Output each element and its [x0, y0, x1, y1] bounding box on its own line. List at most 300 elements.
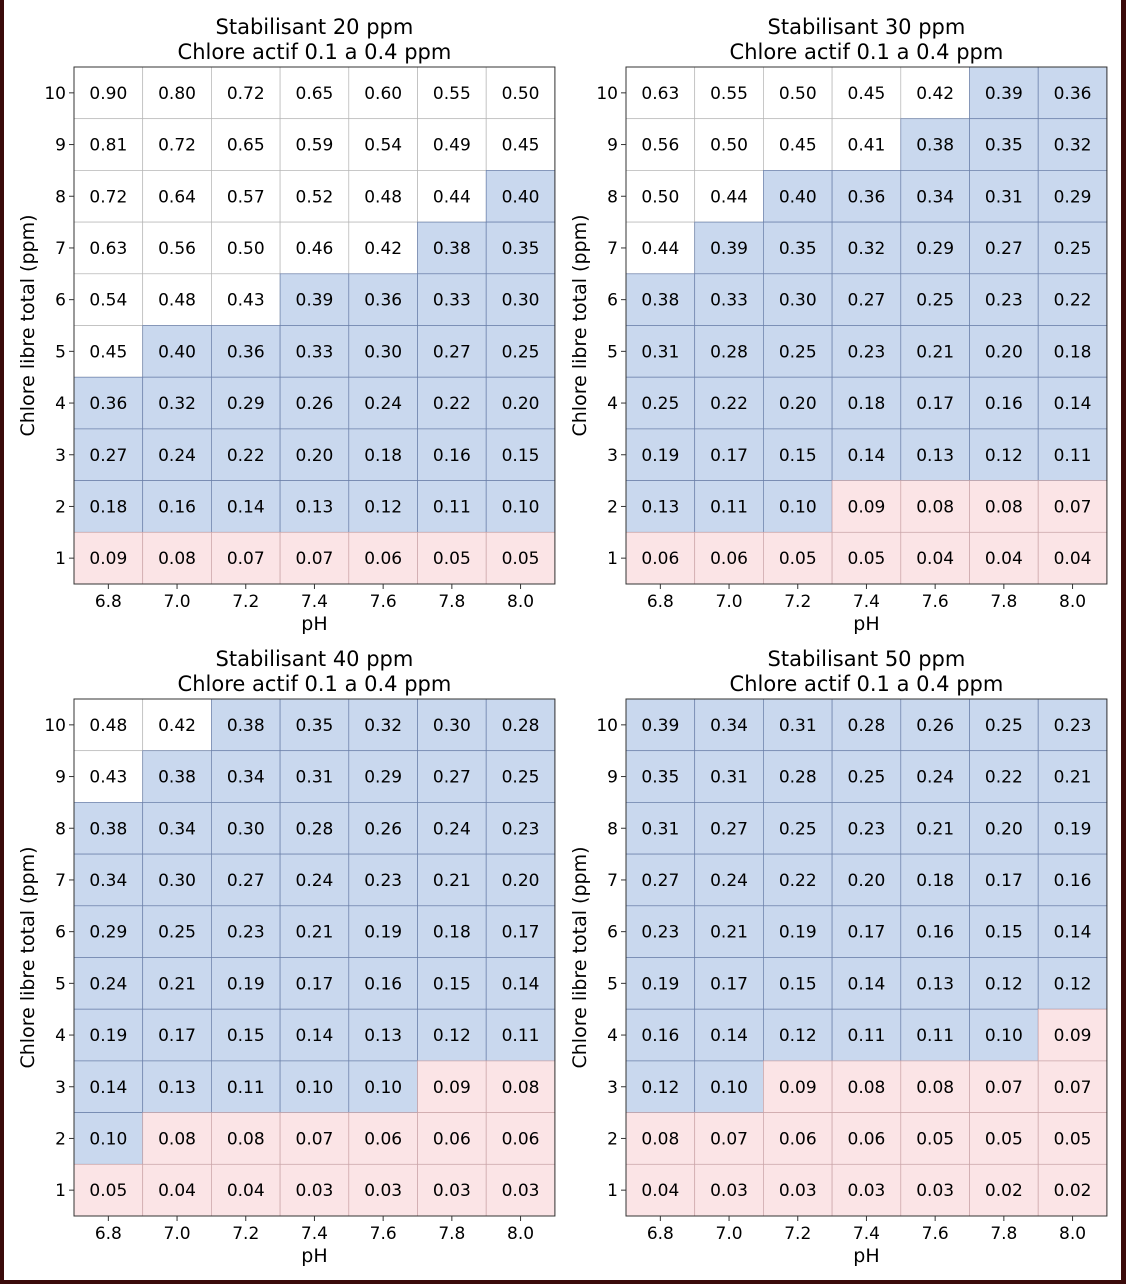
cell-value-label: 0.05	[778, 549, 817, 570]
cell-value-label: 0.23	[226, 922, 265, 943]
cell-value-label: 0.28	[710, 342, 748, 363]
cell-value-label: 0.38	[89, 819, 128, 840]
cell-value-label: 0.15	[226, 1026, 265, 1047]
cell-value-label: 0.28	[501, 715, 540, 736]
cell-value-label: 0.23	[364, 870, 403, 891]
cell-value-label: 0.45	[89, 342, 128, 363]
x-tick-label: 8.0	[1059, 592, 1087, 612]
cell-value-label: 0.29	[1053, 187, 1092, 208]
cell-value-label: 0.18	[1053, 342, 1092, 363]
cell-value-label: 0.07	[1053, 1077, 1092, 1098]
cell-value-label: 0.65	[295, 83, 334, 104]
cell-value-label: 0.04	[984, 549, 1023, 570]
cell-value-label: 0.14	[89, 1077, 128, 1098]
cell-value-label: 0.22	[1053, 290, 1092, 311]
cell-value-label: 0.17	[295, 974, 334, 995]
cell-value-label: 0.43	[226, 290, 265, 311]
cell-value-label: 0.44	[710, 187, 748, 208]
cell-value-label: 0.29	[226, 394, 265, 415]
cell-value-label: 0.55	[432, 83, 471, 104]
cell-value-label: 0.31	[984, 187, 1023, 208]
x-axis-label: pH	[301, 613, 328, 635]
cell-value-label: 0.30	[432, 715, 471, 736]
cell-value-label: 0.06	[364, 1129, 403, 1150]
x-tick-label: 7.0	[163, 1224, 191, 1244]
cell-value-label: 0.25	[778, 819, 817, 840]
cell-value-label: 0.09	[1053, 1026, 1092, 1047]
cell-value-label: 0.05	[501, 549, 540, 570]
cell-value-label: 0.30	[226, 819, 265, 840]
cell-value-label: 0.10	[295, 1077, 334, 1098]
cell-value-label: 0.39	[710, 238, 748, 259]
cell-value-label: 0.23	[847, 342, 886, 363]
cell-value-label: 0.16	[158, 497, 196, 518]
cell-value-label: 0.05	[89, 1181, 128, 1202]
cell-value-label: 0.23	[984, 290, 1023, 311]
cell-value-label: 0.80	[158, 83, 196, 104]
x-tick-label: 7.6	[369, 1224, 397, 1244]
cell-value-label: 0.08	[158, 1129, 196, 1150]
cell-value-label: 0.16	[432, 445, 471, 466]
cell-value-label: 0.21	[1053, 767, 1092, 788]
cell-value-label: 0.21	[158, 974, 196, 995]
cell-value-label: 0.06	[710, 549, 748, 570]
cell-value-label: 0.06	[432, 1129, 471, 1150]
cell-value-label: 0.06	[847, 1129, 886, 1150]
cell-value-label: 0.05	[847, 549, 886, 570]
cell-value-label: 0.22	[432, 394, 471, 415]
cell-value-label: 0.18	[89, 497, 128, 518]
cell-value-label: 0.18	[364, 445, 403, 466]
cell-value-label: 0.14	[1053, 394, 1092, 415]
heatmap-panel-3	[17, 647, 555, 1267]
cell-value-label: 0.50	[778, 83, 817, 104]
cell-value-label: 0.72	[226, 83, 265, 104]
cell-value-label: 0.17	[710, 974, 748, 995]
cell-value-label: 0.17	[984, 870, 1023, 891]
cell-value-label: 0.16	[641, 1026, 680, 1047]
cell-value-label: 0.17	[501, 922, 540, 943]
y-axis-label: Chlore libre total (ppm)	[569, 846, 591, 1069]
cell-value-label: 0.11	[226, 1077, 265, 1098]
y-tick-label: 3	[55, 1077, 66, 1098]
cell-value-label: 0.24	[916, 767, 955, 788]
cell-value-label: 0.25	[501, 767, 540, 788]
cell-value-label: 0.52	[295, 187, 334, 208]
cell-value-label: 0.28	[295, 819, 334, 840]
cell-value-label: 0.15	[778, 445, 817, 466]
cell-value-label: 0.45	[778, 135, 817, 156]
x-tick-label: 7.4	[300, 592, 328, 612]
cell-value-label: 0.19	[641, 974, 680, 995]
cell-value-label: 0.27	[432, 342, 471, 363]
y-tick-label: 8	[55, 819, 66, 840]
y-tick-label: 7	[607, 238, 618, 259]
cell-value-label: 0.17	[847, 922, 886, 943]
cell-value-label: 0.13	[364, 1026, 403, 1047]
cell-value-label: 0.14	[295, 1026, 334, 1047]
cell-value-label: 0.17	[158, 1026, 196, 1047]
cell-value-label: 0.08	[158, 549, 196, 570]
cell-value-label: 0.11	[432, 497, 471, 518]
cell-value-label: 0.31	[710, 767, 748, 788]
cell-value-label: 0.29	[89, 922, 128, 943]
cell-value-label: 0.35	[984, 135, 1023, 156]
chart-title: Stabilisant 20 ppm	[215, 15, 414, 39]
cell-value-label: 0.40	[501, 187, 540, 208]
cell-value-label: 0.18	[916, 870, 955, 891]
cell-value-label: 0.16	[364, 974, 403, 995]
y-tick-label: 5	[607, 974, 618, 995]
x-tick-label: 7.8	[438, 1224, 466, 1244]
cell-value-label: 0.20	[847, 870, 886, 891]
cell-value-label: 0.13	[158, 1077, 196, 1098]
cell-value-label: 0.45	[847, 83, 886, 104]
cell-value-label: 0.50	[226, 238, 265, 259]
y-tick-label: 2	[607, 1129, 618, 1150]
cell-value-label: 0.11	[1053, 445, 1092, 466]
chart-title: Stabilisant 40 ppm	[215, 647, 414, 671]
cell-value-label: 0.14	[710, 1026, 748, 1047]
y-tick-label: 4	[607, 394, 618, 415]
cell-value-label: 0.09	[778, 1077, 817, 1098]
cell-value-label: 0.24	[432, 819, 471, 840]
cell-value-label: 0.11	[916, 1026, 955, 1047]
chart-subtitle: Chlore actif 0.1 a 0.4 ppm	[729, 40, 1004, 64]
cell-value-label: 0.21	[295, 922, 334, 943]
cell-value-label: 0.32	[1053, 135, 1092, 156]
cell-value-label: 0.42	[916, 83, 955, 104]
cell-value-label: 0.05	[916, 1129, 955, 1150]
cell-value-label: 0.07	[710, 1129, 748, 1150]
cell-value-label: 0.14	[1053, 922, 1092, 943]
cell-value-label: 0.39	[641, 715, 680, 736]
x-tick-label: 7.8	[438, 592, 466, 612]
cell-value-label: 0.28	[778, 767, 817, 788]
cell-value-label: 0.20	[501, 870, 540, 891]
cell-value-label: 0.08	[847, 1077, 886, 1098]
cell-value-label: 0.15	[984, 922, 1023, 943]
chart-subtitle: Chlore actif 0.1 a 0.4 ppm	[177, 672, 452, 696]
cell-value-label: 0.14	[847, 445, 886, 466]
cell-value-label: 0.35	[501, 238, 540, 259]
cell-value-label: 0.20	[984, 819, 1023, 840]
y-tick-label: 5	[607, 342, 618, 363]
x-tick-label: 8.0	[1059, 1224, 1087, 1244]
cell-value-label: 0.35	[778, 238, 817, 259]
y-tick-label: 5	[55, 342, 66, 363]
cell-value-label: 0.72	[158, 135, 196, 156]
cell-value-label: 0.02	[984, 1181, 1023, 1202]
cell-value-label: 0.24	[89, 974, 128, 995]
cell-value-label: 0.05	[1053, 1129, 1092, 1150]
y-tick-label: 9	[607, 767, 618, 788]
x-tick-label: 7.0	[163, 592, 191, 612]
cell-value-label: 0.30	[158, 870, 196, 891]
cell-value-label: 0.23	[641, 922, 680, 943]
cell-value-label: 0.33	[295, 342, 334, 363]
x-tick-label: 7.4	[300, 1224, 328, 1244]
cell-value-label: 0.44	[432, 187, 471, 208]
cell-value-label: 0.36	[1053, 83, 1092, 104]
cell-value-label: 0.54	[89, 290, 128, 311]
cell-value-label: 0.22	[710, 394, 748, 415]
heatmap-panel-2	[569, 15, 1107, 635]
y-tick-label: 10	[596, 83, 618, 104]
cell-value-label: 0.34	[89, 870, 128, 891]
cell-value-label: 0.06	[364, 549, 403, 570]
cell-value-label: 0.11	[847, 1026, 886, 1047]
x-tick-label: 7.2	[232, 592, 260, 612]
cell-value-label: 0.07	[295, 549, 334, 570]
cell-value-label: 0.32	[158, 394, 196, 415]
cell-value-label: 0.29	[364, 767, 403, 788]
cell-value-label: 0.19	[641, 445, 680, 466]
cell-value-label: 0.15	[501, 445, 540, 466]
y-tick-label: 8	[607, 819, 618, 840]
cell-value-label: 0.26	[295, 394, 334, 415]
x-tick-label: 7.6	[921, 1224, 949, 1244]
cell-value-label: 0.18	[432, 922, 471, 943]
cell-value-label: 0.19	[778, 922, 817, 943]
cell-value-label: 0.27	[89, 445, 128, 466]
cell-value-label: 0.44	[641, 238, 680, 259]
cell-value-label: 0.12	[778, 1026, 817, 1047]
cell-value-label: 0.12	[432, 1026, 471, 1047]
y-tick-label: 8	[55, 187, 66, 208]
x-tick-label: 7.8	[990, 1224, 1018, 1244]
cell-value-label: 0.13	[641, 497, 680, 518]
cell-value-label: 0.18	[847, 394, 886, 415]
cell-value-label: 0.21	[432, 870, 471, 891]
cell-value-label: 0.08	[984, 497, 1023, 518]
cell-value-label: 0.25	[984, 715, 1023, 736]
x-tick-label: 6.8	[646, 1224, 674, 1244]
cell-value-label: 0.03	[501, 1181, 540, 1202]
cell-value-label: 0.20	[984, 342, 1023, 363]
cell-value-label: 0.08	[641, 1129, 680, 1150]
y-tick-label: 6	[55, 922, 66, 943]
cell-value-label: 0.08	[501, 1077, 540, 1098]
cell-value-label: 0.28	[847, 715, 886, 736]
cell-value-label: 0.24	[158, 445, 196, 466]
cell-value-label: 0.05	[432, 549, 471, 570]
cell-value-label: 0.09	[847, 497, 886, 518]
cell-value-label: 0.22	[778, 870, 817, 891]
y-axis-label: Chlore libre total (ppm)	[17, 846, 39, 1069]
cell-value-label: 0.33	[432, 290, 471, 311]
cell-value-label: 0.19	[226, 974, 265, 995]
cell-value-label: 0.55	[710, 83, 748, 104]
cell-value-label: 0.06	[778, 1129, 817, 1150]
cell-value-label: 0.38	[432, 238, 471, 259]
cell-value-label: 0.04	[158, 1181, 196, 1202]
cell-value-label: 0.36	[89, 394, 128, 415]
y-tick-label: 5	[55, 974, 66, 995]
x-tick-label: 7.0	[715, 592, 743, 612]
cell-value-label: 0.07	[1053, 497, 1092, 518]
cell-value-label: 0.27	[984, 238, 1023, 259]
cell-value-label: 0.07	[226, 549, 265, 570]
cell-value-label: 0.36	[364, 290, 403, 311]
x-tick-label: 7.2	[232, 1224, 260, 1244]
cell-value-label: 0.38	[226, 715, 265, 736]
cell-value-label: 0.24	[364, 394, 403, 415]
cell-value-label: 0.10	[710, 1077, 748, 1098]
y-tick-label: 4	[55, 394, 66, 415]
cell-value-label: 0.26	[364, 819, 403, 840]
cell-value-label: 0.24	[295, 870, 334, 891]
cell-value-label: 0.38	[641, 290, 680, 311]
cell-value-label: 0.08	[916, 497, 955, 518]
cell-value-label: 0.35	[295, 715, 334, 736]
y-tick-label: 1	[607, 1181, 618, 1202]
y-tick-label: 1	[55, 549, 66, 570]
cell-value-label: 0.03	[295, 1181, 334, 1202]
cell-value-label: 0.46	[295, 238, 334, 259]
y-tick-label: 8	[607, 187, 618, 208]
y-tick-label: 6	[607, 290, 618, 311]
x-tick-label: 7.2	[784, 592, 812, 612]
cell-value-label: 0.25	[641, 394, 680, 415]
cell-value-label: 0.13	[916, 445, 955, 466]
cell-value-label: 0.34	[916, 187, 955, 208]
y-tick-label: 9	[55, 135, 66, 156]
y-tick-label: 9	[607, 135, 618, 156]
cell-value-label: 0.60	[364, 83, 403, 104]
cell-value-label: 0.07	[984, 1077, 1023, 1098]
cell-value-label: 0.04	[1053, 549, 1092, 570]
x-tick-label: 7.0	[715, 1224, 743, 1244]
cell-value-label: 0.30	[778, 290, 817, 311]
cell-value-label: 0.17	[710, 445, 748, 466]
cell-value-label: 0.25	[916, 290, 955, 311]
cell-value-label: 0.25	[158, 922, 196, 943]
cell-value-label: 0.03	[778, 1181, 817, 1202]
x-tick-label: 6.8	[94, 1224, 122, 1244]
cell-value-label: 0.21	[916, 342, 955, 363]
cell-value-label: 0.10	[364, 1077, 403, 1098]
cell-value-label: 0.19	[1053, 819, 1092, 840]
cell-value-label: 0.25	[1053, 238, 1092, 259]
cell-value-label: 0.41	[847, 135, 886, 156]
cell-value-label: 0.56	[641, 135, 680, 156]
x-tick-label: 7.6	[921, 592, 949, 612]
cell-value-label: 0.12	[984, 974, 1023, 995]
cell-value-label: 0.13	[295, 497, 334, 518]
y-tick-label: 9	[55, 767, 66, 788]
cell-value-label: 0.02	[1053, 1181, 1092, 1202]
cell-value-label: 0.21	[710, 922, 748, 943]
cell-value-label: 0.27	[226, 870, 265, 891]
cell-value-label: 0.39	[295, 290, 334, 311]
cell-value-label: 0.34	[158, 819, 196, 840]
cell-value-label: 0.15	[778, 974, 817, 995]
x-axis-label: pH	[853, 613, 880, 635]
cell-value-label: 0.12	[364, 497, 403, 518]
cell-value-label: 0.03	[710, 1181, 748, 1202]
cell-value-label: 0.23	[1053, 715, 1092, 736]
x-tick-label: 8.0	[507, 1224, 535, 1244]
cell-value-label: 0.05	[984, 1129, 1023, 1150]
cell-value-label: 0.03	[364, 1181, 403, 1202]
cell-value-label: 0.09	[89, 549, 128, 570]
y-tick-label: 4	[55, 1026, 66, 1047]
cell-value-label: 0.43	[89, 767, 128, 788]
cell-value-label: 0.29	[916, 238, 955, 259]
y-tick-label: 1	[607, 549, 618, 570]
cell-value-label: 0.08	[916, 1077, 955, 1098]
cell-value-label: 0.25	[501, 342, 540, 363]
cell-value-label: 0.54	[364, 135, 403, 156]
cell-value-label: 0.57	[226, 187, 265, 208]
y-tick-label: 2	[55, 1129, 66, 1150]
cell-value-label: 0.38	[916, 135, 955, 156]
cell-value-label: 0.27	[710, 819, 748, 840]
cell-value-label: 0.20	[295, 445, 334, 466]
cell-value-label: 0.31	[641, 819, 680, 840]
cell-value-label: 0.08	[226, 1129, 265, 1150]
cell-value-label: 0.27	[847, 290, 886, 311]
cell-value-label: 0.11	[710, 497, 748, 518]
cell-value-label: 0.34	[226, 767, 265, 788]
cell-value-label: 0.11	[501, 1026, 540, 1047]
cell-value-label: 0.07	[295, 1129, 334, 1150]
cell-value-label: 0.06	[641, 549, 680, 570]
cell-value-label: 0.36	[847, 187, 886, 208]
cell-value-label: 0.72	[89, 187, 128, 208]
cell-value-label: 0.04	[226, 1181, 265, 1202]
y-tick-label: 10	[596, 715, 618, 736]
x-tick-label: 7.8	[990, 592, 1018, 612]
figure-canvas	[4, 0, 1121, 1280]
x-tick-label: 7.6	[369, 592, 397, 612]
cell-value-label: 0.10	[501, 497, 540, 518]
y-tick-label: 6	[55, 290, 66, 311]
x-tick-label: 6.8	[646, 592, 674, 612]
cell-value-label: 0.10	[778, 497, 817, 518]
cell-value-label: 0.25	[847, 767, 886, 788]
cell-value-label: 0.34	[710, 715, 748, 736]
cell-value-label: 0.59	[295, 135, 334, 156]
cell-value-label: 0.22	[984, 767, 1023, 788]
y-tick-label: 10	[44, 715, 66, 736]
y-tick-label: 4	[607, 1026, 618, 1047]
x-tick-label: 7.2	[784, 1224, 812, 1244]
cell-value-label: 0.10	[89, 1129, 128, 1150]
cell-value-label: 0.90	[89, 83, 128, 104]
x-tick-label: 7.4	[852, 1224, 880, 1244]
chart-subtitle: Chlore actif 0.1 a 0.4 ppm	[729, 672, 1004, 696]
cell-value-label: 0.63	[89, 238, 128, 259]
cell-value-label: 0.50	[710, 135, 748, 156]
chart-title: Stabilisant 30 ppm	[767, 15, 966, 39]
cell-value-label: 0.56	[158, 238, 196, 259]
cell-value-label: 0.20	[501, 394, 540, 415]
y-tick-label: 7	[55, 870, 66, 891]
cell-value-label: 0.15	[432, 974, 471, 995]
cell-value-label: 0.23	[501, 819, 540, 840]
y-tick-label: 6	[607, 922, 618, 943]
cell-value-label: 0.81	[89, 135, 128, 156]
cell-value-label: 0.32	[847, 238, 886, 259]
cell-value-label: 0.04	[641, 1181, 680, 1202]
cell-value-label: 0.40	[158, 342, 196, 363]
y-tick-label: 2	[607, 497, 618, 518]
cell-value-label: 0.38	[158, 767, 196, 788]
cell-value-label: 0.48	[89, 715, 128, 736]
cell-value-label: 0.48	[158, 290, 196, 311]
